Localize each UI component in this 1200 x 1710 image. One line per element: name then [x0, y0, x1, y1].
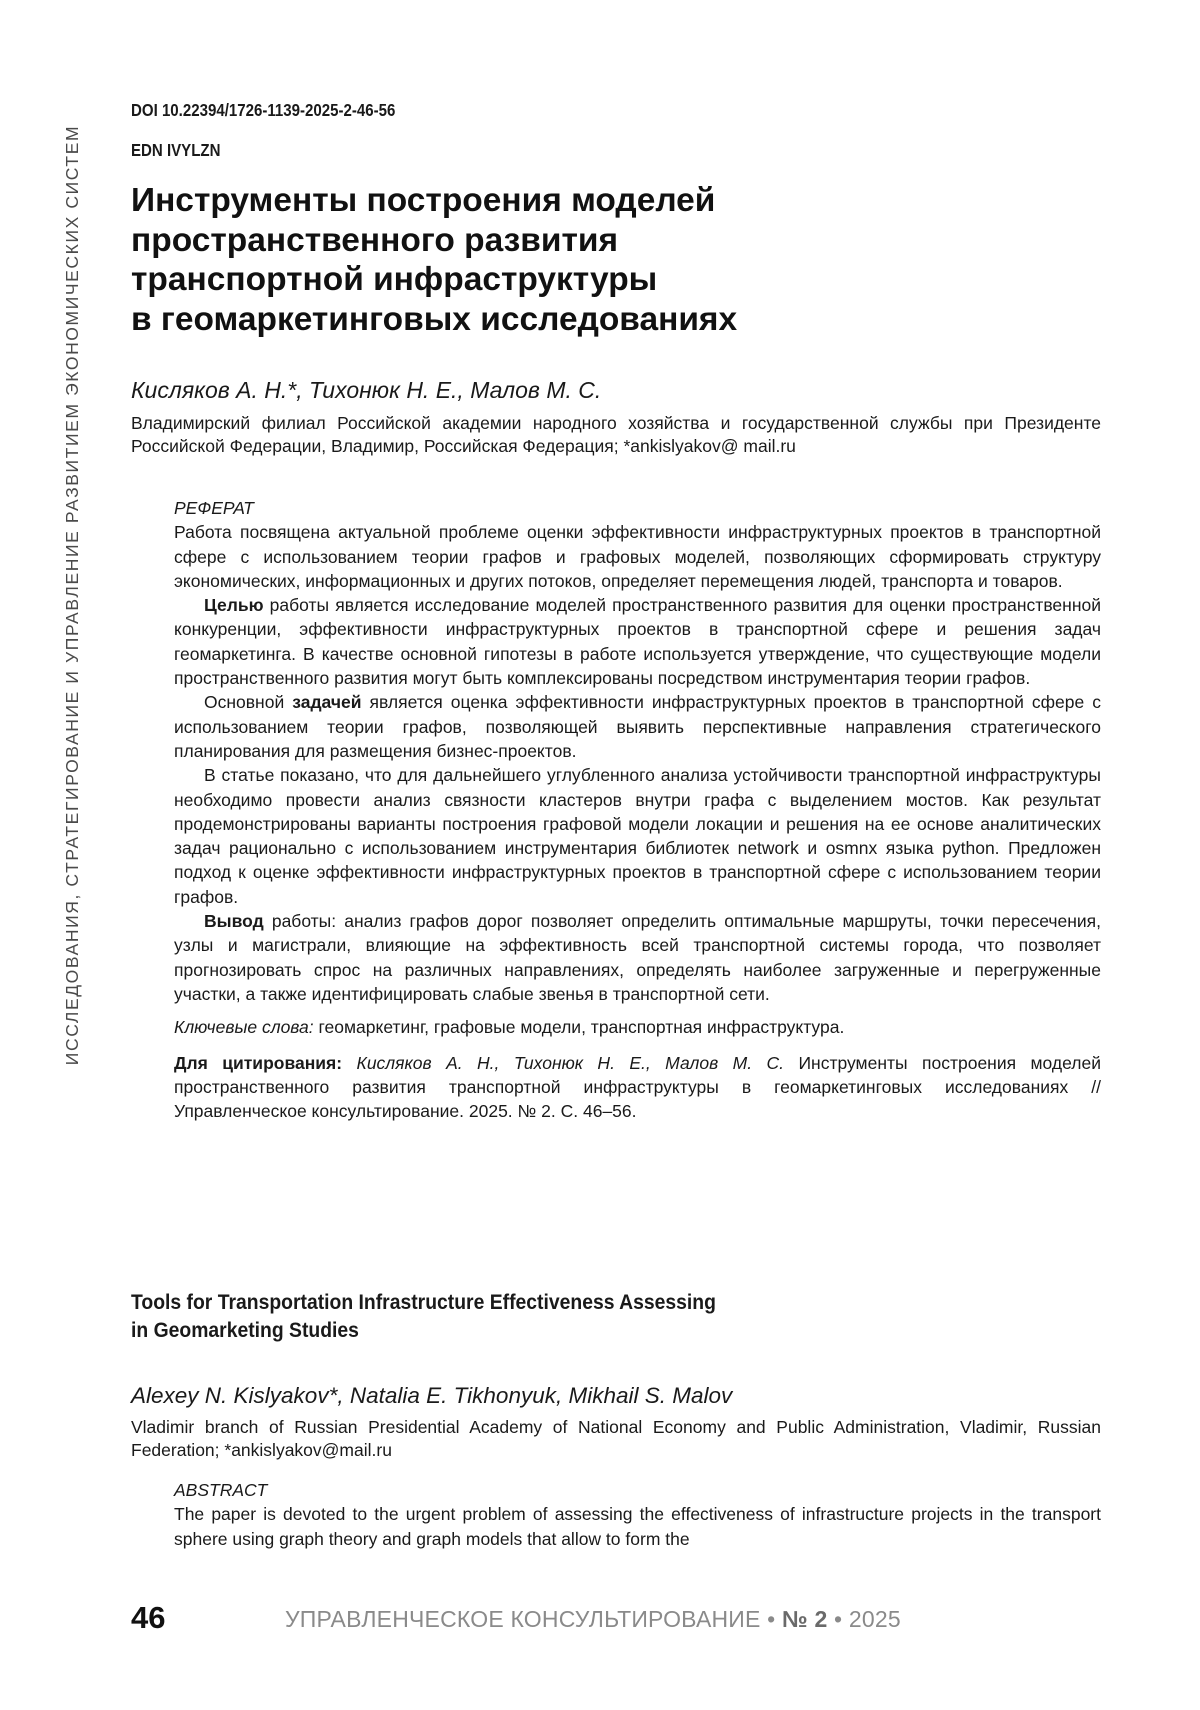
- citation-label: Для цитирования:: [174, 1053, 342, 1073]
- abstract-ru-label: РЕФЕРАТ: [174, 496, 1101, 520]
- abstract-ru-paragraph: Работа посвящена актуальной проблеме оценки эффективности инфраструктурных проектов в транспортной сфере с использованием теории графов и графовых моделей, позволяющих сформировать структуру экономических, информационных и других потоков, определяет перемещения людей, транспорта и товаров.: [174, 520, 1101, 593]
- journal-name: УПРАВЛЕНЧЕСКОЕ КОНСУЛЬТИРОВАНИЕ: [285, 1606, 761, 1632]
- page-number: 46: [131, 1600, 165, 1636]
- citation-text: Инструменты построения моделей пространственного развития транспортной инфраструктуры в геомаркетинговых исследованиях // Управленческое консультирование. 2025. № 2. С. 46–56.: [174, 1053, 1101, 1122]
- abstract-ru: [174, 496, 1101, 1123]
- task-text: является оценка эффективности инфраструктурных проектов в транспортной сфере с использованием теории графов, позволяющей выявить перспективные направления стратегического планирования для размещения бизнес-проектов.: [174, 692, 1101, 761]
- title-en-line: in Geomarketing Studies: [131, 1316, 941, 1344]
- abstract-en-text: The paper is devoted to the urgent problem of assessing the effectiveness of infrastructure projects in the transport sphere using graph theory and graph models that allow to form the: [174, 1502, 1101, 1551]
- journal-line: [285, 1606, 901, 1633]
- keywords: [174, 1015, 1101, 1039]
- issue-number: № 2: [782, 1606, 827, 1632]
- article-title-en: [131, 1288, 941, 1344]
- abstract-ru-paragraph: В статье показано, что для дальнейшего углубленного анализа устойчивости транспортной инфраструктуры необходимо провести анализ связности кластеров внутри графа с выделением мостов. Как результат продемонстрированы варианты построения графовой модели локации и решения на ее основе аналитических задач рационально с использованием инструментария библиотек network и osmnx языка python. Предложен подход к оценке эффективности инфраструктурных проектов в транспортной сфере с использованием теории графов.: [174, 763, 1101, 909]
- article-title-ru: [131, 181, 1031, 339]
- citation-authors: Кисляков А. Н., Тихонюк Н. Е., Малов М. С.: [342, 1053, 784, 1073]
- authors-ru: Кисляков А. Н.*, Тихонюк Н. Е., Малов М. С.: [131, 377, 601, 404]
- affiliation-en: Vladimir branch of Russian Presidential Academy of National Economy and Public Administration, Vladimir, Russian Federation; *ankislyakov@mail.ru: [131, 1416, 1101, 1462]
- page-footer: [131, 1600, 1101, 1640]
- edn: EDN IVYLZN: [131, 140, 220, 161]
- abstract-ru-paragraph: [174, 593, 1101, 690]
- abstract-en: [174, 1478, 1101, 1551]
- title-en-line: Tools for Transportation Infrastructure Effectiveness Assessing: [131, 1288, 941, 1316]
- separator-dot: •: [834, 1606, 842, 1632]
- title-ru-line: в геомаркетинговых исследованиях: [131, 300, 1031, 340]
- separator-dot: •: [767, 1606, 775, 1632]
- conclusion-text: работы: анализ графов дорог позволяет определить оптимальные маршруты, точки пересечения, узлы и магистрали, влияющие на эффективность всей транспортной системы города, что позволяет прогнозировать спрос на различных направлениях, определять наиболее загруженные и перегруженные участки, а также идентифицировать слабые звенья в транспортной сети.: [174, 911, 1101, 1004]
- abstract-ru-paragraph: [174, 909, 1101, 1006]
- conclusion-label: Вывод: [204, 911, 264, 931]
- keywords-text: геомаркетинг, графовые модели, транспортная инфраструктура.: [314, 1017, 845, 1037]
- keywords-label: Ключевые слова:: [174, 1017, 314, 1037]
- citation: [174, 1051, 1101, 1124]
- year: 2025: [849, 1606, 901, 1632]
- goal-text: работы является исследование моделей пространственного развития для оценки пространственной конкуренции, эффективности инфраструктурных проектов в транспортной сфере и решения задач геомаркетинга. В качестве основной гипотезы в работе используется утверждение, что существующие модели пространственного развития могут быть комплексированы посредством инструментария теории графов.: [174, 595, 1101, 688]
- title-ru-line: пространственного развития: [131, 221, 1031, 261]
- task-prefix: Основной: [204, 692, 292, 712]
- affiliation-ru: Владимирский филиал Российской академии народного хозяйства и государственной службы при Президенте Российской Федерации, Владимир, Российская Федерация; *ankislyakov@ mail.ru: [131, 412, 1101, 458]
- running-side-title: ИССЛЕДОВАНИЯ, СТРАТЕГИРОВАНИЕ И УПРАВЛЕНИЕ РАЗВИТИЕМ ЭКОНОМИЧЕСКИХ СИСТЕМ: [62, 100, 83, 1090]
- authors-en: Alexey N. Kislyakov*, Natalia E. Tikhonyuk, Mikhail S. Malov: [131, 1383, 732, 1409]
- doi: DOI 10.22394/1726-1139-2025-2-46-56: [131, 100, 395, 121]
- goal-label: Целью: [204, 595, 264, 615]
- abstract-ru-paragraph: [174, 690, 1101, 763]
- abstract-en-label: ABSTRACT: [174, 1478, 1101, 1502]
- title-ru-line: Инструменты построения моделей: [131, 181, 1031, 221]
- title-ru-line: транспортной инфраструктуры: [131, 260, 1031, 300]
- task-label: задачей: [292, 692, 361, 712]
